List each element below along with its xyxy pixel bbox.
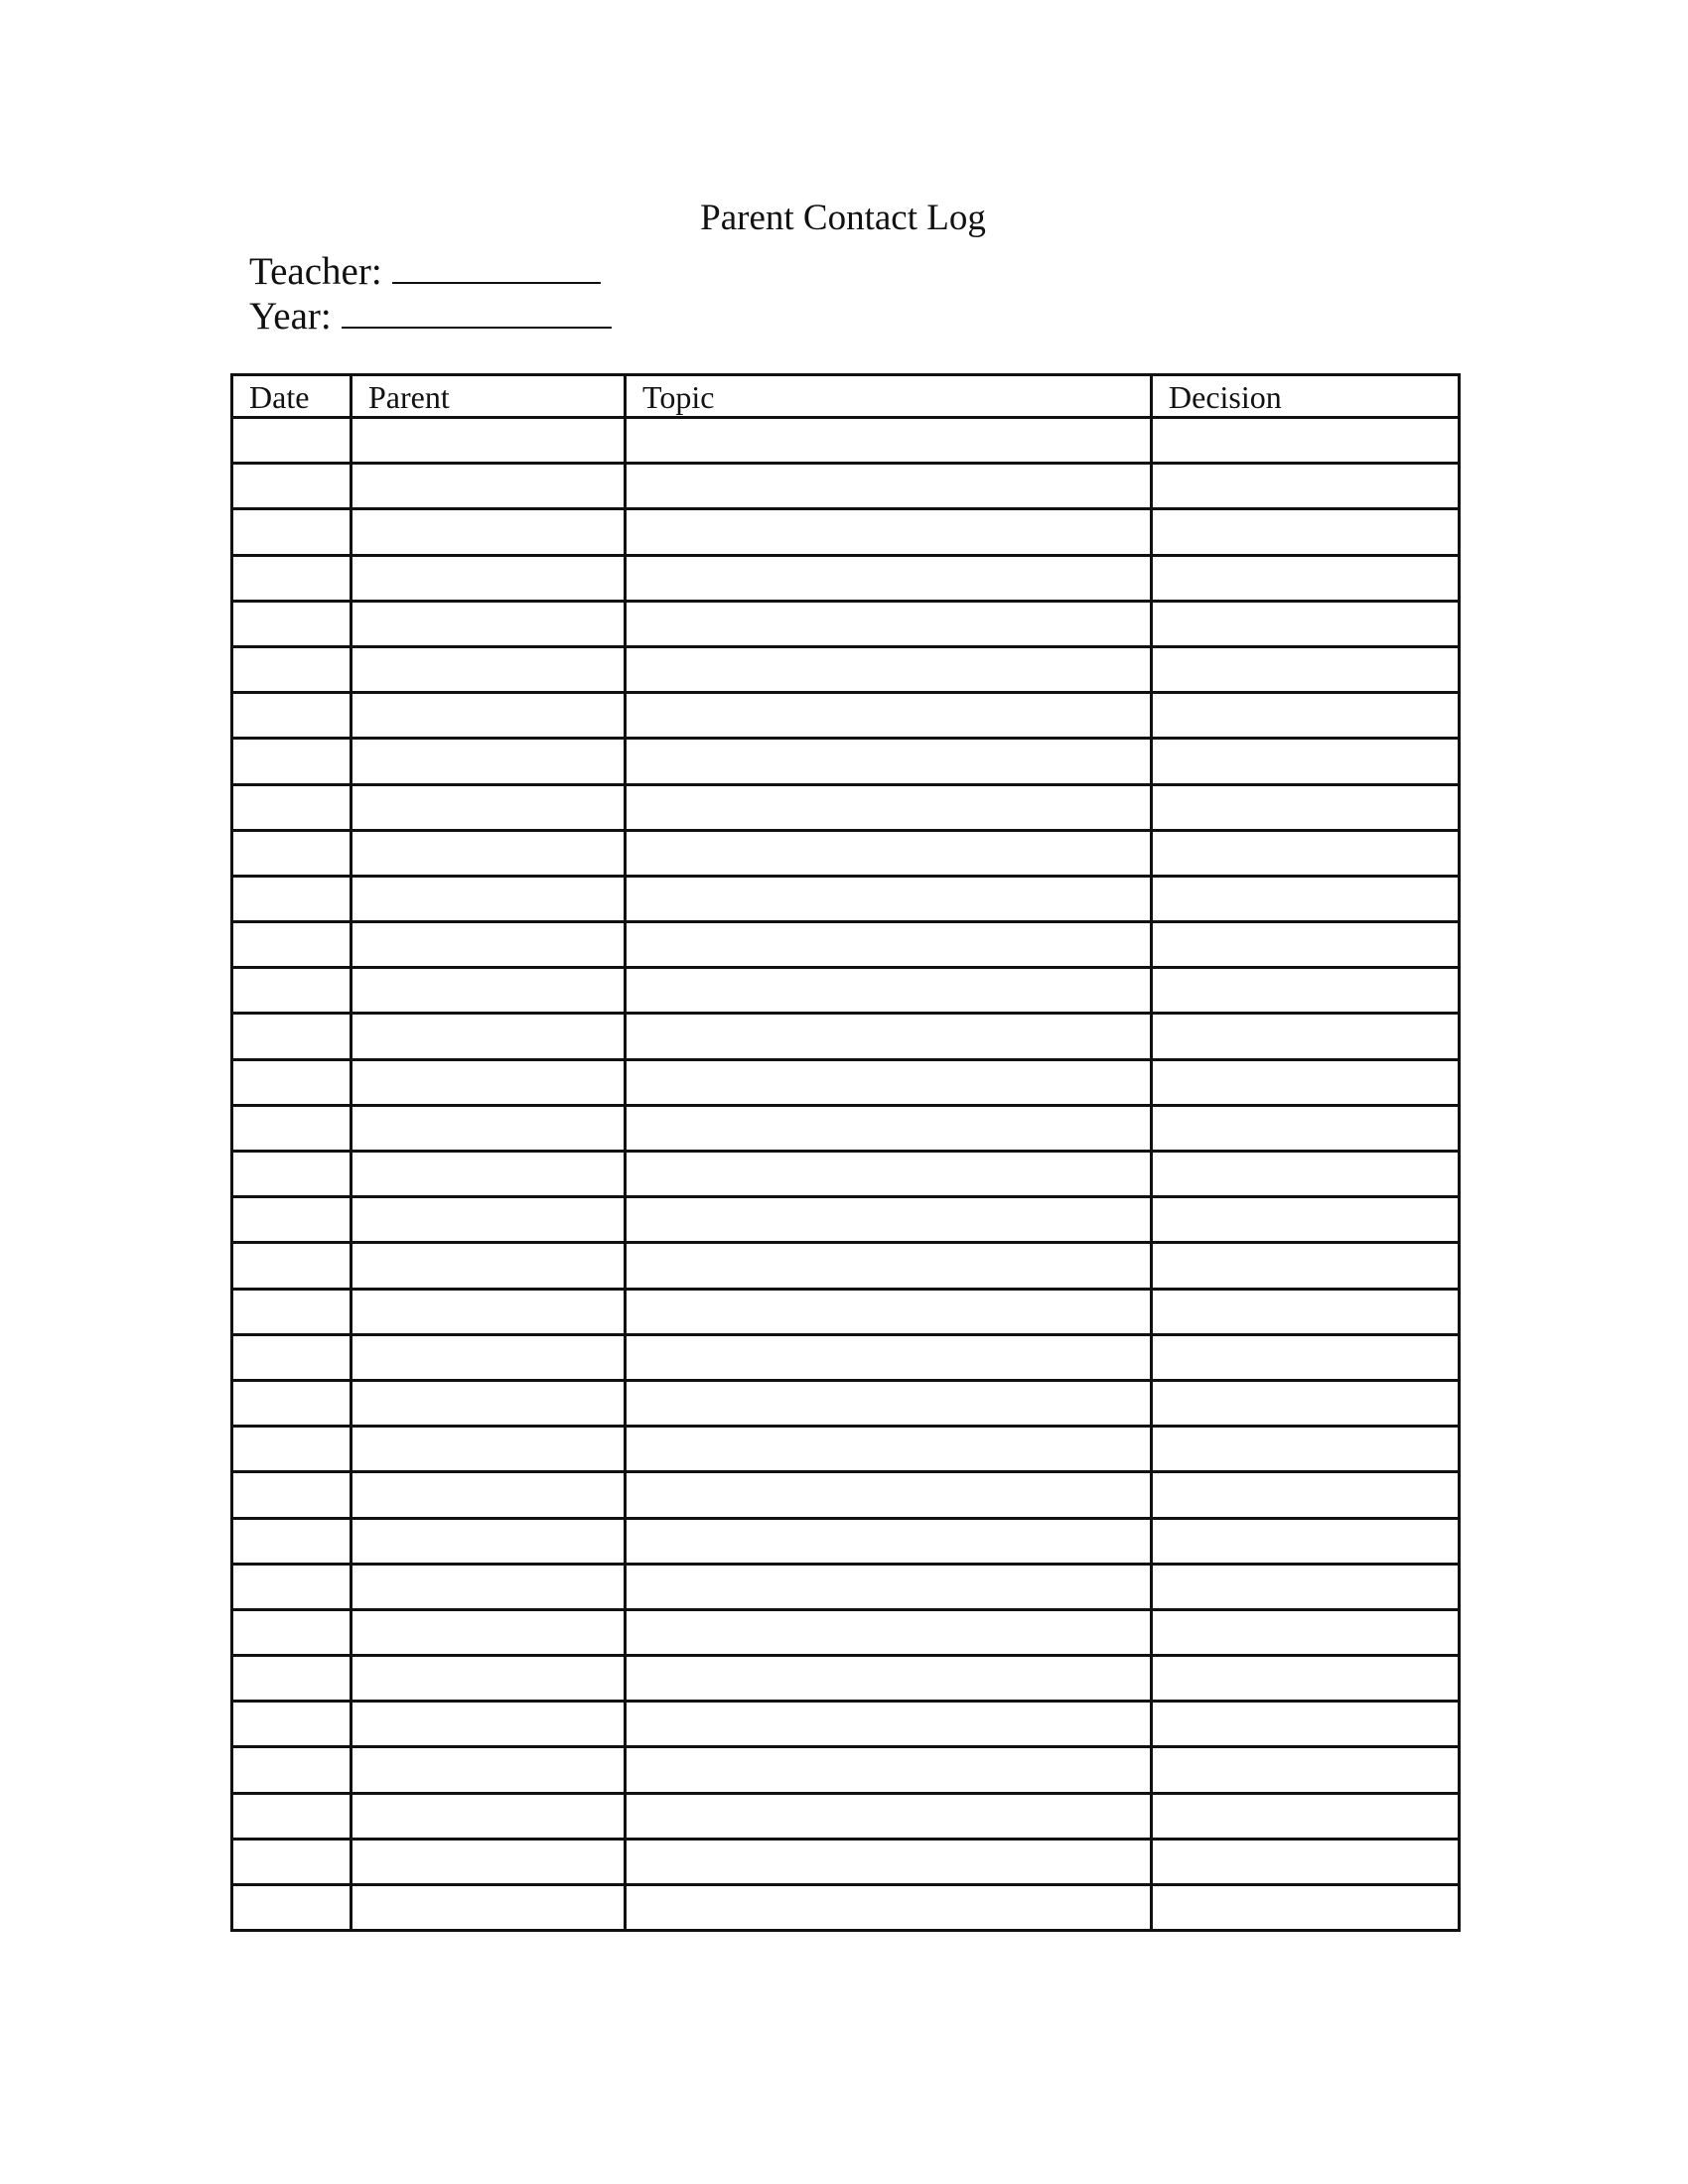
table-row [232, 1059, 1460, 1105]
table-row [232, 968, 1460, 1014]
cell-topic[interactable] [626, 1334, 1152, 1380]
cell-decision[interactable] [1152, 1793, 1460, 1839]
cell-date[interactable] [232, 830, 352, 876]
cell-date[interactable] [232, 784, 352, 830]
cell-date[interactable] [232, 509, 352, 555]
cell-decision[interactable] [1152, 784, 1460, 830]
cell-decision[interactable] [1152, 1518, 1460, 1564]
cell-decision[interactable] [1152, 418, 1460, 464]
cell-decision[interactable] [1152, 1427, 1460, 1472]
cell-topic[interactable] [626, 464, 1152, 509]
cell-date[interactable] [232, 464, 352, 509]
cell-decision[interactable] [1152, 555, 1460, 601]
cell-date[interactable] [232, 1702, 352, 1747]
cell-date[interactable] [232, 1609, 352, 1655]
table-row [232, 922, 1460, 968]
cell-topic[interactable] [626, 876, 1152, 921]
cell-date[interactable] [232, 1289, 352, 1334]
cell-parent[interactable] [352, 1334, 626, 1380]
cell-topic[interactable] [626, 1518, 1152, 1564]
cell-topic[interactable] [626, 555, 1152, 601]
cell-date[interactable] [232, 922, 352, 968]
cell-parent[interactable] [352, 1747, 626, 1793]
cell-decision[interactable] [1152, 1702, 1460, 1747]
cell-topic[interactable] [626, 968, 1152, 1014]
cell-topic[interactable] [626, 1427, 1152, 1472]
cell-decision[interactable] [1152, 876, 1460, 921]
cell-parent[interactable] [352, 784, 626, 830]
column-header-date: Date [232, 375, 352, 418]
cell-parent[interactable] [352, 646, 626, 692]
cell-parent[interactable] [352, 601, 626, 646]
page-title [0, 197, 1688, 240]
cell-decision[interactable] [1152, 1014, 1460, 1059]
cell-decision[interactable] [1152, 1747, 1460, 1793]
cell-topic[interactable] [626, 1564, 1152, 1609]
table-row [232, 830, 1460, 876]
cell-decision[interactable] [1152, 1289, 1460, 1334]
column-header-parent: Parent [352, 375, 626, 418]
cell-decision[interactable] [1152, 1334, 1460, 1380]
cell-date[interactable] [232, 1059, 352, 1105]
year-label: Year: [249, 295, 332, 338]
table-row [232, 1427, 1460, 1472]
cell-decision[interactable] [1152, 509, 1460, 555]
cell-topic[interactable] [626, 1243, 1152, 1289]
cell-decision[interactable] [1152, 464, 1460, 509]
table-row [232, 1656, 1460, 1702]
cell-parent[interactable] [352, 555, 626, 601]
cell-topic[interactable] [626, 1289, 1152, 1334]
cell-topic[interactable] [626, 1747, 1152, 1793]
cell-parent[interactable] [352, 1014, 626, 1059]
cell-parent[interactable] [352, 693, 626, 739]
cell-topic[interactable] [626, 418, 1152, 464]
cell-date[interactable] [232, 555, 352, 601]
table-row [232, 646, 1460, 692]
cell-decision[interactable] [1152, 1059, 1460, 1105]
table-row [232, 739, 1460, 784]
cell-date[interactable] [232, 1152, 352, 1197]
cell-decision[interactable] [1152, 968, 1460, 1014]
cell-date[interactable] [232, 693, 352, 739]
cell-decision[interactable] [1152, 1472, 1460, 1518]
table-row [232, 1105, 1460, 1151]
cell-topic[interactable] [626, 1702, 1152, 1747]
cell-parent[interactable] [352, 1472, 626, 1518]
cell-date[interactable] [232, 1380, 352, 1426]
table-row [232, 418, 1460, 464]
cell-topic[interactable] [626, 1839, 1152, 1884]
cell-parent[interactable] [352, 1702, 626, 1747]
cell-parent[interactable] [352, 968, 626, 1014]
cell-date[interactable] [232, 1656, 352, 1702]
table-row [232, 1152, 1460, 1197]
table-row [232, 1243, 1460, 1289]
cell-date[interactable] [232, 1885, 352, 1931]
cell-decision[interactable] [1152, 922, 1460, 968]
cell-topic[interactable] [626, 1609, 1152, 1655]
cell-topic[interactable] [626, 509, 1152, 555]
cell-parent[interactable] [352, 1427, 626, 1472]
cell-parent[interactable] [352, 1656, 626, 1702]
table-row [232, 1747, 1460, 1793]
cell-date[interactable] [232, 1427, 352, 1472]
table-row [232, 1564, 1460, 1609]
table-body [232, 418, 1460, 1931]
table-row [232, 464, 1460, 509]
cell-decision[interactable] [1152, 830, 1460, 876]
cell-date[interactable] [232, 739, 352, 784]
cell-topic[interactable] [626, 693, 1152, 739]
cell-decision[interactable] [1152, 1197, 1460, 1243]
cell-parent[interactable] [352, 1243, 626, 1289]
cell-topic[interactable] [626, 1105, 1152, 1151]
cell-date[interactable] [232, 968, 352, 1014]
cell-decision[interactable] [1152, 693, 1460, 739]
cell-parent[interactable] [352, 464, 626, 509]
cell-date[interactable] [232, 418, 352, 464]
cell-topic[interactable] [626, 1152, 1152, 1197]
cell-topic[interactable] [626, 922, 1152, 968]
cell-parent[interactable] [352, 1152, 626, 1197]
cell-date[interactable] [232, 1747, 352, 1793]
cell-date[interactable] [232, 1518, 352, 1564]
cell-topic[interactable] [626, 1793, 1152, 1839]
year-blank-line[interactable] [342, 297, 612, 329]
cell-topic[interactable] [626, 601, 1152, 646]
cell-topic[interactable] [626, 1656, 1152, 1702]
cell-topic[interactable] [626, 739, 1152, 784]
cell-date[interactable] [232, 1243, 352, 1289]
teacher-blank-line[interactable] [392, 252, 601, 284]
cell-parent[interactable] [352, 1380, 626, 1426]
cell-date[interactable] [232, 1197, 352, 1243]
cell-parent[interactable] [352, 1518, 626, 1564]
cell-topic[interactable] [626, 646, 1152, 692]
cell-parent[interactable] [352, 1609, 626, 1655]
table-row [232, 601, 1460, 646]
table-row [232, 509, 1460, 555]
table-row [232, 1380, 1460, 1426]
page-title-text: Parent Contact Log [700, 198, 986, 238]
table-row [232, 1334, 1460, 1380]
cell-date[interactable] [232, 1793, 352, 1839]
cell-date[interactable] [232, 1564, 352, 1609]
table-row [232, 1839, 1460, 1884]
cell-decision[interactable] [1152, 646, 1460, 692]
cell-topic[interactable] [626, 1059, 1152, 1105]
cell-decision[interactable] [1152, 1243, 1460, 1289]
table-row [232, 1702, 1460, 1747]
cell-date[interactable] [232, 1334, 352, 1380]
cell-parent[interactable] [352, 876, 626, 921]
teacher-field [249, 250, 601, 294]
cell-parent[interactable] [352, 830, 626, 876]
cell-parent[interactable] [352, 1059, 626, 1105]
cell-decision[interactable] [1152, 1564, 1460, 1609]
cell-parent[interactable] [352, 739, 626, 784]
year-field [249, 295, 612, 339]
cell-parent[interactable] [352, 1105, 626, 1151]
cell-date[interactable] [232, 1839, 352, 1884]
cell-decision[interactable] [1152, 1656, 1460, 1702]
table-row [232, 693, 1460, 739]
cell-parent[interactable] [352, 1564, 626, 1609]
cell-decision[interactable] [1152, 739, 1460, 784]
table-row [232, 1609, 1460, 1655]
cell-parent[interactable] [352, 1793, 626, 1839]
cell-date[interactable] [232, 1014, 352, 1059]
table-row [232, 1014, 1460, 1059]
cell-parent[interactable] [352, 509, 626, 555]
table-row [232, 1518, 1460, 1564]
cell-topic[interactable] [626, 1380, 1152, 1426]
table-row [232, 784, 1460, 830]
cell-parent[interactable] [352, 922, 626, 968]
cell-parent[interactable] [352, 418, 626, 464]
cell-parent[interactable] [352, 1197, 626, 1243]
cell-date[interactable] [232, 646, 352, 692]
table-row [232, 876, 1460, 921]
table-row [232, 555, 1460, 601]
cell-topic[interactable] [626, 1014, 1152, 1059]
column-header-decision: Decision [1152, 375, 1460, 418]
cell-date[interactable] [232, 1105, 352, 1151]
cell-date[interactable] [232, 601, 352, 646]
cell-parent[interactable] [352, 1885, 626, 1931]
cell-decision[interactable] [1152, 1105, 1460, 1151]
cell-date[interactable] [232, 876, 352, 921]
cell-decision[interactable] [1152, 1885, 1460, 1931]
cell-parent[interactable] [352, 1289, 626, 1334]
cell-topic[interactable] [626, 1885, 1152, 1931]
column-header-topic: Topic [626, 375, 1152, 418]
table-row [232, 1289, 1460, 1334]
table-header-row [232, 375, 1460, 418]
cell-topic[interactable] [626, 784, 1152, 830]
cell-topic[interactable] [626, 830, 1152, 876]
cell-topic[interactable] [626, 1472, 1152, 1518]
table-row [232, 1793, 1460, 1839]
cell-decision[interactable] [1152, 1839, 1460, 1884]
teacher-label: Teacher: [249, 250, 382, 293]
cell-decision[interactable] [1152, 1380, 1460, 1426]
cell-date[interactable] [232, 1472, 352, 1518]
cell-parent[interactable] [352, 1839, 626, 1884]
table-row [232, 1197, 1460, 1243]
contact-log-table [230, 373, 1461, 1932]
cell-decision[interactable] [1152, 601, 1460, 646]
cell-topic[interactable] [626, 1197, 1152, 1243]
cell-decision[interactable] [1152, 1609, 1460, 1655]
table-row [232, 1885, 1460, 1931]
cell-decision[interactable] [1152, 1152, 1460, 1197]
table-row [232, 1472, 1460, 1518]
